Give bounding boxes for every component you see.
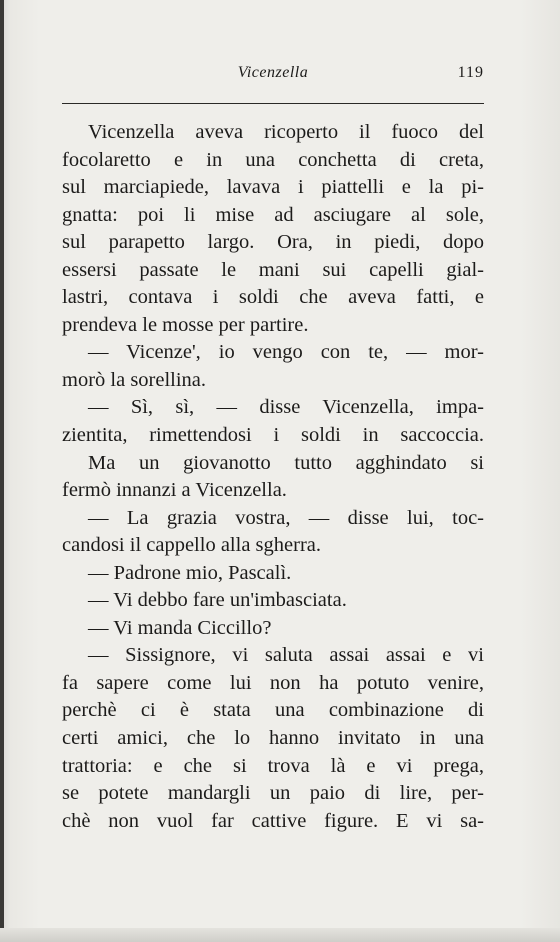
text-line: chè non vuol far cattive figure. E vi sa-	[62, 809, 484, 832]
text-line: gnatta: poi li mise ad asciugare al sole,	[62, 203, 484, 226]
text-line: — Sì, sì, — disse Vicenzella, impa-	[88, 396, 484, 419]
text-line: Vicenzella aveva ricoperto il fuoco del	[88, 121, 484, 143]
text-line: Ma un giovanotto tutto agghindato si	[88, 451, 484, 474]
text-line: trattoria: e che si trova là e vi prega,	[62, 754, 484, 777]
header-rule	[62, 103, 484, 104]
text-line: perchè ci è stata una combinazione di	[62, 699, 484, 722]
text-line: lastri, contava i soldi che aveva fatti, e	[62, 286, 484, 309]
text-line: certi amici, che lo hanno invitato in una	[62, 727, 484, 750]
text-line: zientita, rimettendosi i soldi in saccoccia.	[62, 424, 484, 447]
text-line: sul marciapiede, lavava i piattelli e la pi-	[62, 176, 484, 199]
text-line: focolaretto e in una conchetta di creta,	[62, 148, 484, 171]
page-bottom-edge	[0, 928, 560, 942]
running-head	[62, 64, 484, 88]
text-line: — Vi manda Ciccillo?	[88, 616, 272, 639]
text-line: se potete mandargli un paio di lire, per-	[62, 782, 484, 805]
body-text	[62, 119, 484, 835]
text-line: fermò innanzi a Vicenzella.	[62, 479, 287, 502]
text-line: — Padrone mio, Pascalì.	[88, 561, 292, 584]
text-line: fa sapere come lui non ha potuto venire,	[62, 671, 484, 694]
text-line: candosi il cappello alla sgherra.	[62, 534, 321, 557]
text-line: morò la sorellina.	[62, 368, 207, 391]
text-line: essersi passate le mani sui capelli gial-	[62, 258, 484, 281]
page-number: 119	[457, 64, 484, 81]
text-line: — Vi debbo fare un'imbasciata.	[88, 589, 347, 612]
running-title: Vicenzella	[237, 64, 309, 81]
text-line: prendeva le mosse per partire.	[62, 313, 309, 336]
text-line: — Sissignore, vi saluta assai assai e vi	[88, 644, 484, 667]
page-spine-edge	[0, 0, 4, 942]
text-line: — La grazia vostra, — disse lui, toc-	[88, 506, 484, 529]
text-line: — Vicenze', io vengo con te, — mor-	[88, 341, 484, 364]
text-line: sul parapetto largo. Ora, in piedi, dopo	[62, 231, 484, 254]
